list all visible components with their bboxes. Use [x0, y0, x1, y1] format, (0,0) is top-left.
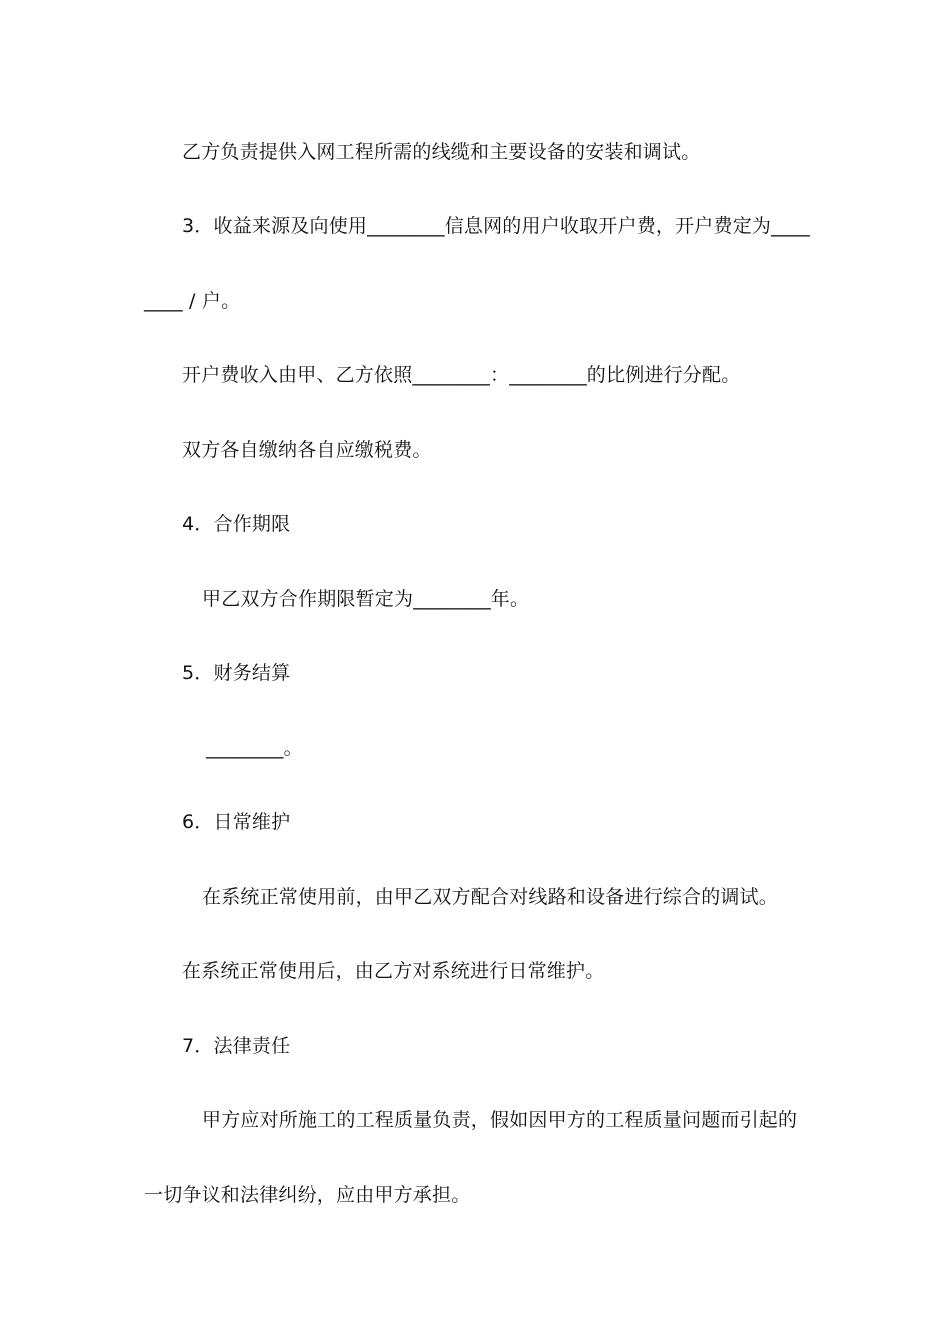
section-heading-7: 7．法律责任 — [182, 1035, 291, 1057]
paragraph-line: 双方各自缴纳各自应缴税费。 — [182, 439, 432, 461]
paragraph-line: 开户费收入由甲、乙方依照________：________的比例进行分配。 — [182, 364, 741, 386]
paragraph-line: 甲乙双方合作期限暂定为________年。 — [202, 588, 530, 610]
section-heading-4: 4．合作期限 — [182, 513, 291, 535]
section-heading-3-line: 3．收益来源及向使用________信息网的用户收取开户费，开户费定为____ — [182, 215, 810, 237]
paragraph-line: 乙方负责提供入网工程所需的线缆和主要设备的安装和调试。 — [182, 141, 701, 163]
paragraph-line: 在系统正常使用前，由甲乙双方配合对线路和设备进行综合的调试。 — [202, 886, 779, 908]
paragraph-line: 一切争议和法律纠纷，应由甲方承担。 — [144, 1184, 471, 1206]
paragraph-line: 在系统正常使用后，由乙方对系统进行日常维护。 — [182, 960, 605, 982]
paragraph-line: 甲方应对所施工的工程质量负责，假如因甲方的工程质量问题而引起的 — [202, 1109, 798, 1131]
paragraph-line: ____ / 户。 — [144, 290, 241, 312]
section-heading-6: 6．日常维护 — [182, 811, 291, 833]
paragraph-line: ________。 — [206, 737, 303, 759]
section-heading-5: 5．财务结算 — [182, 662, 291, 684]
